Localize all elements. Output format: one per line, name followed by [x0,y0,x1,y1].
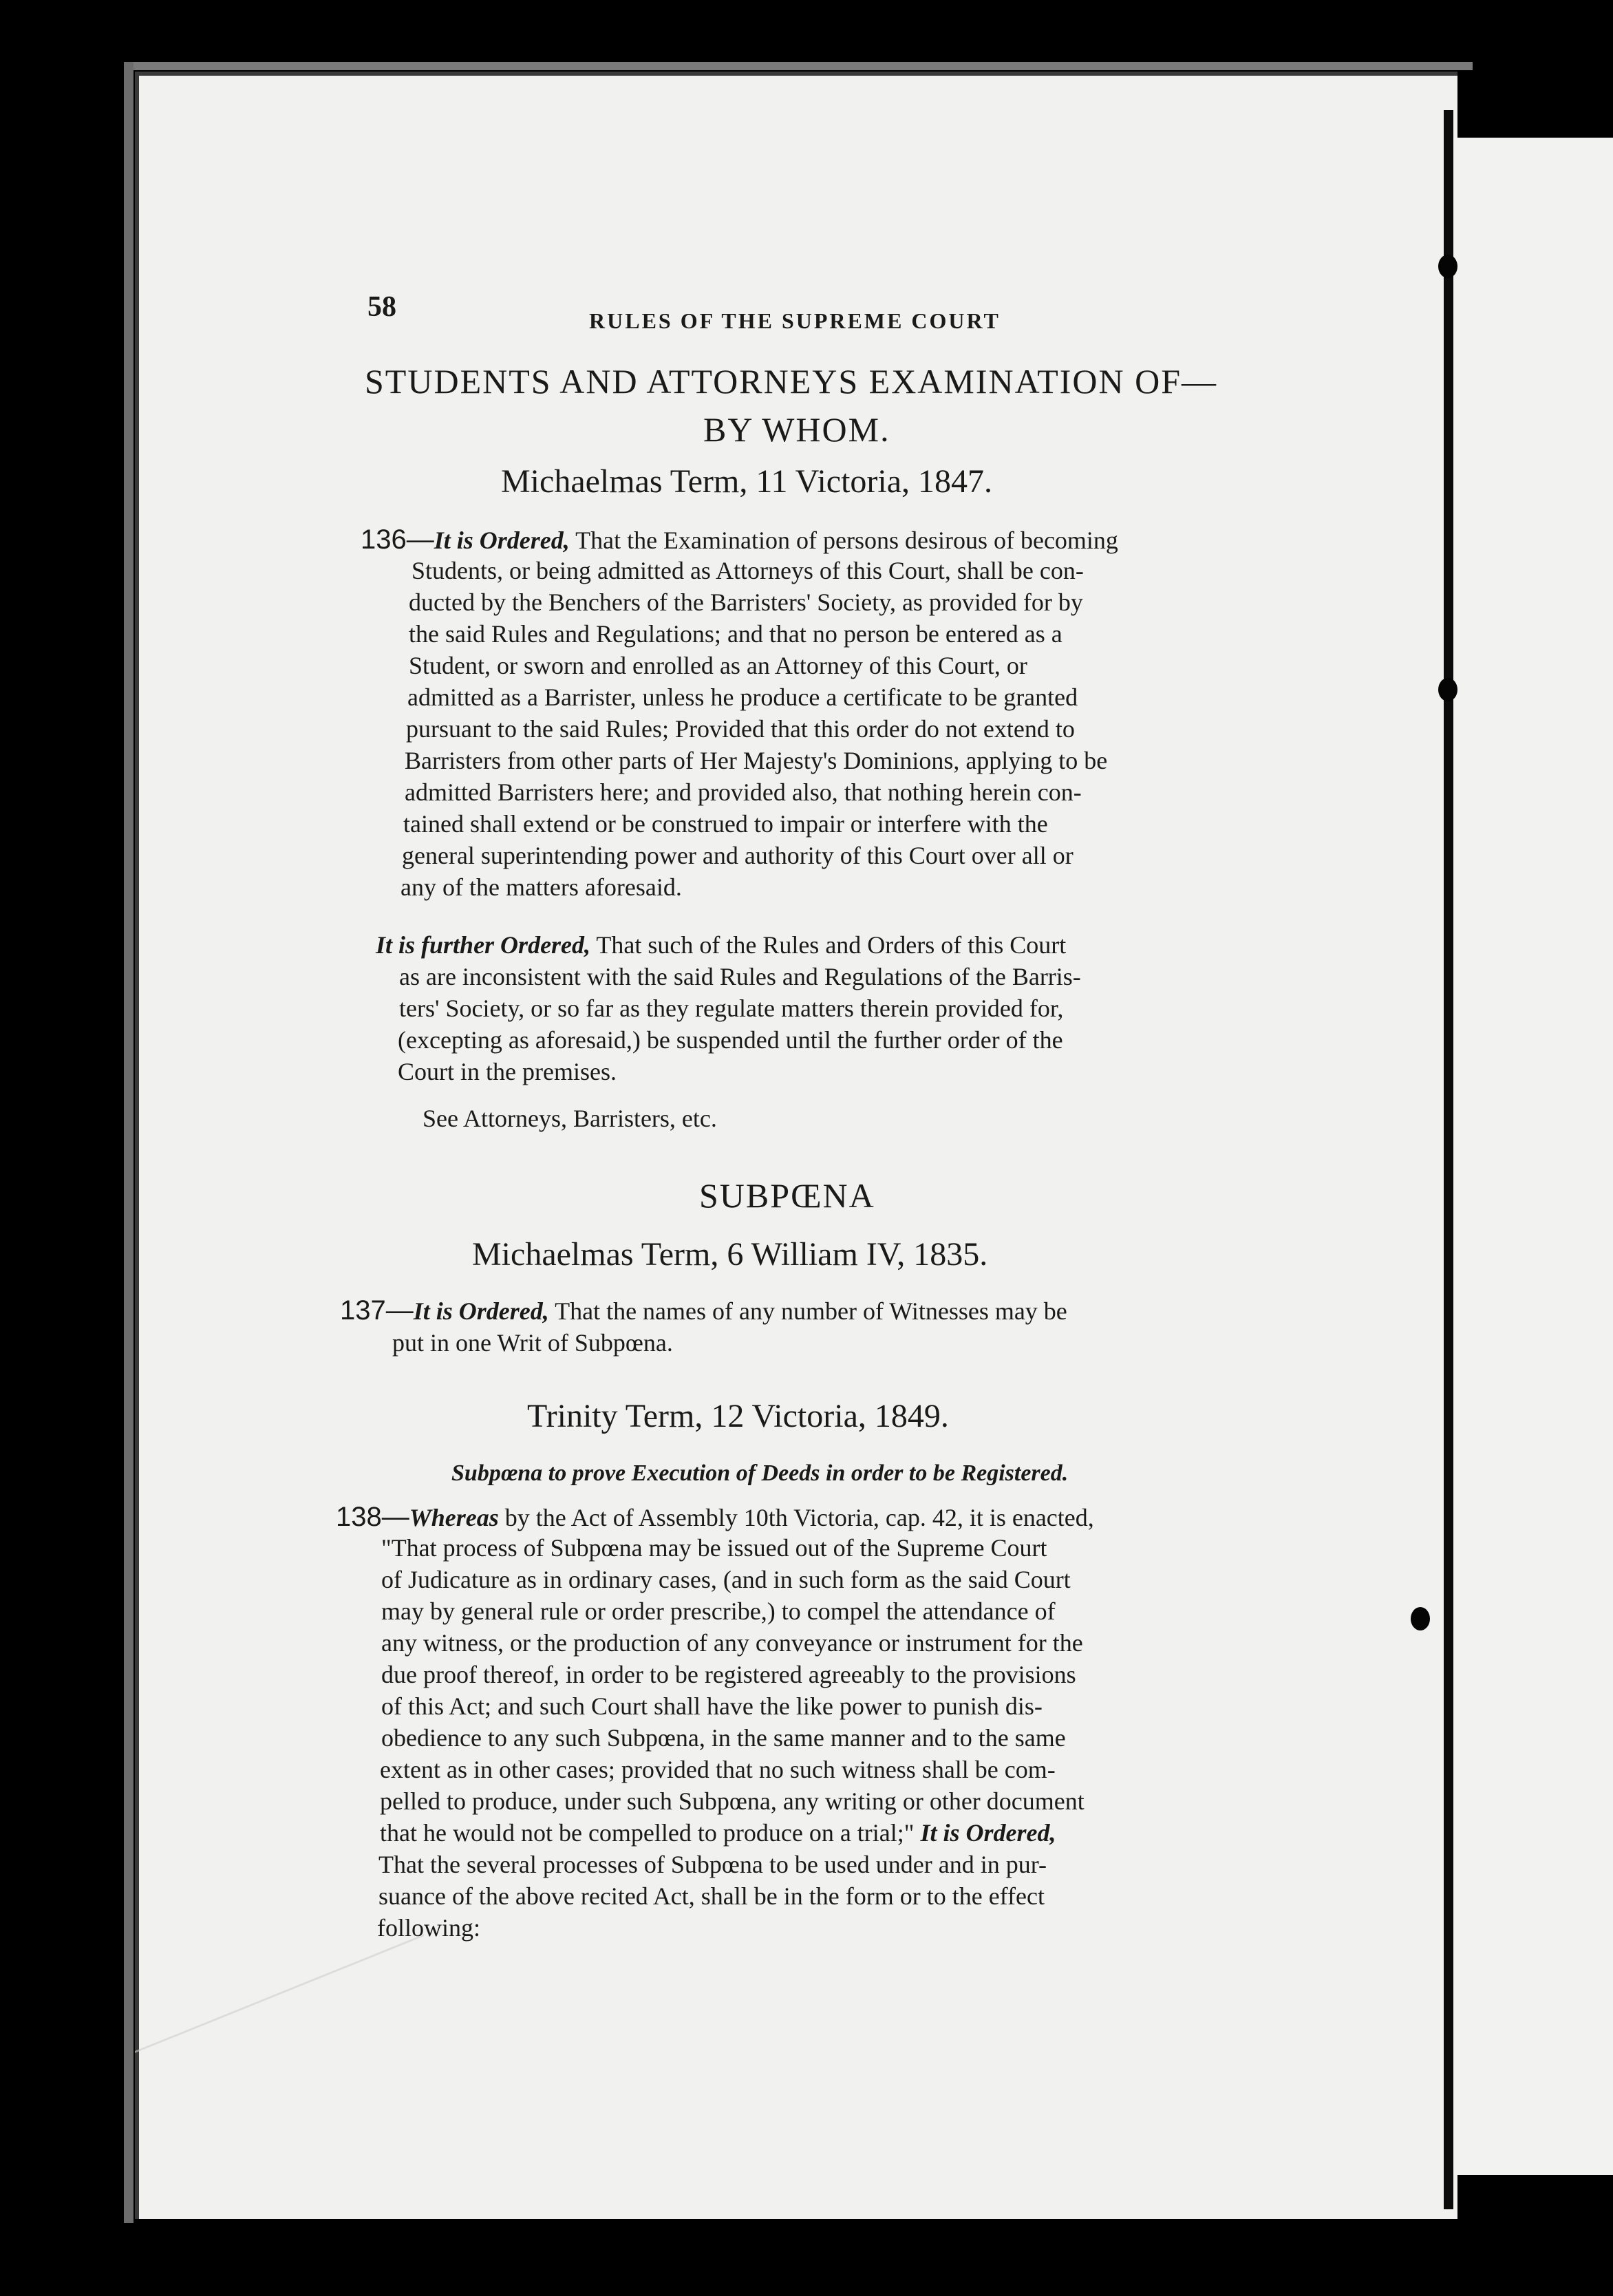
body-line: of Judicature as in ordinary cases, (and in such form as the said Court [381,1566,1071,1593]
section-heading-line-1: STUDENTS AND ATTORNEYS EXAMINATION OF— [365,362,1218,401]
body-text: That the names of any number of Witnesses may be [555,1297,1067,1325]
rule-number: 136— [361,524,434,555]
rule-number: 137— [340,1295,414,1326]
ordered-phrase: It is further Ordered, [376,931,591,959]
body-line: general superintending power and authority of this Court over all or [402,842,1073,869]
body-line: ters' Society, or so far as they regulate matters therein provided for, [399,995,1064,1022]
section-heading-line-2: BY WHOM. [703,410,890,449]
body-line: Student, or sworn and enrolled as an Attorney of this Court, or [409,652,1027,679]
subheading: Subpœna to prove Execution of Deeds in order to be Registered. [451,1460,1069,1486]
body-line: obedience to any such Subpœna, in the same manner and to the same [381,1724,1066,1752]
body-line: any of the matters aforesaid. [400,873,682,901]
term-heading: Michaelmas Term, 11 Victoria, 1847. [501,463,993,500]
body-line: as are inconsistent with the said Rules and Regulations of the Barris- [399,963,1081,990]
body-text: That the Examination of persons desirous of becoming [575,527,1118,554]
body-line: the said Rules and Regulations; and that no person be entered as a [409,620,1062,648]
body-line: put in one Writ of Subpœna. [392,1329,673,1357]
ordered-phrase: It is Ordered, [920,1819,1056,1847]
body-line: of this Act; and such Court shall have the like power to punish dis- [381,1692,1043,1720]
body-line: suance of the above recited Act, shall be in the form or to the effect [378,1882,1045,1910]
body-text: that he would not be compelled to produce on a trial;" [380,1819,915,1847]
ordered-phrase: It is Ordered, [413,1297,549,1325]
body-line: That the several processes of Subpœna to be used under and in pur- [378,1851,1047,1878]
body-line: Court in the premises. [398,1058,617,1085]
cross-reference: See Attorneys, Barristers, etc. [423,1105,717,1132]
body-line: admitted as a Barrister, unless he produce a certificate to be granted [407,683,1078,711]
section-heading: SUBPŒNA [699,1176,875,1215]
rule-number: 138— [336,1502,409,1532]
body-line: "That process of Subpœna may be issued out of the Supreme Court [381,1534,1047,1562]
page-number: 58 [367,291,396,323]
body-text: by the Act of Assembly 10th Victoria, cap. 42, it is enacted, [504,1504,1094,1531]
body-line: ducted by the Benchers of the Barristers' Society, as provided for by [409,588,1083,616]
body-line: Barristers from other parts of Her Majesty's Dominions, applying to be [405,747,1108,774]
whereas-phrase: Whereas [409,1504,499,1531]
term-heading: Trinity Term, 12 Victoria, 1849. [527,1398,949,1434]
body-line: admitted Barristers here; and provided also, that nothing herein con- [405,778,1082,806]
term-heading: Michaelmas Term, 6 William IV, 1835. [472,1236,988,1273]
body-line: following: [377,1914,480,1942]
body-line: tained shall extend or be construed to impair or interfere with the [403,810,1048,838]
body-line: any witness, or the production of any conveyance or instrument for the [381,1629,1083,1657]
body-line: Students, or being admitted as Attorneys of this Court, shall be con- [412,557,1084,584]
running-header: RULES OF THE SUPREME COURT [589,308,1001,333]
rule-136-first-line [361,524,1118,555]
body-line-with-ordered [380,1818,1056,1847]
body-line: extent as in other cases; provided that no such witness shall be com- [380,1756,1056,1783]
body-line: may by general rule or order prescribe,) to compel the attendance of [381,1597,1056,1625]
body-text: That such of the Rules and Orders of this Court [596,931,1067,959]
rule-137-first-line [340,1295,1067,1326]
further-order-first-line [376,931,1066,959]
body-line: due proof thereof, in order to be registered agreeably to the provisions [381,1661,1076,1688]
rule-138-first-line [336,1502,1094,1533]
body-line: pursuant to the said Rules; Provided that this order do not extend to [406,715,1075,743]
body-line: (excepting as aforesaid,) be suspended until the further order of the [398,1026,1063,1054]
body-line: pelled to produce, under such Subpœna, any writing or other document [380,1787,1085,1815]
ordered-phrase: It is Ordered, [434,527,570,554]
